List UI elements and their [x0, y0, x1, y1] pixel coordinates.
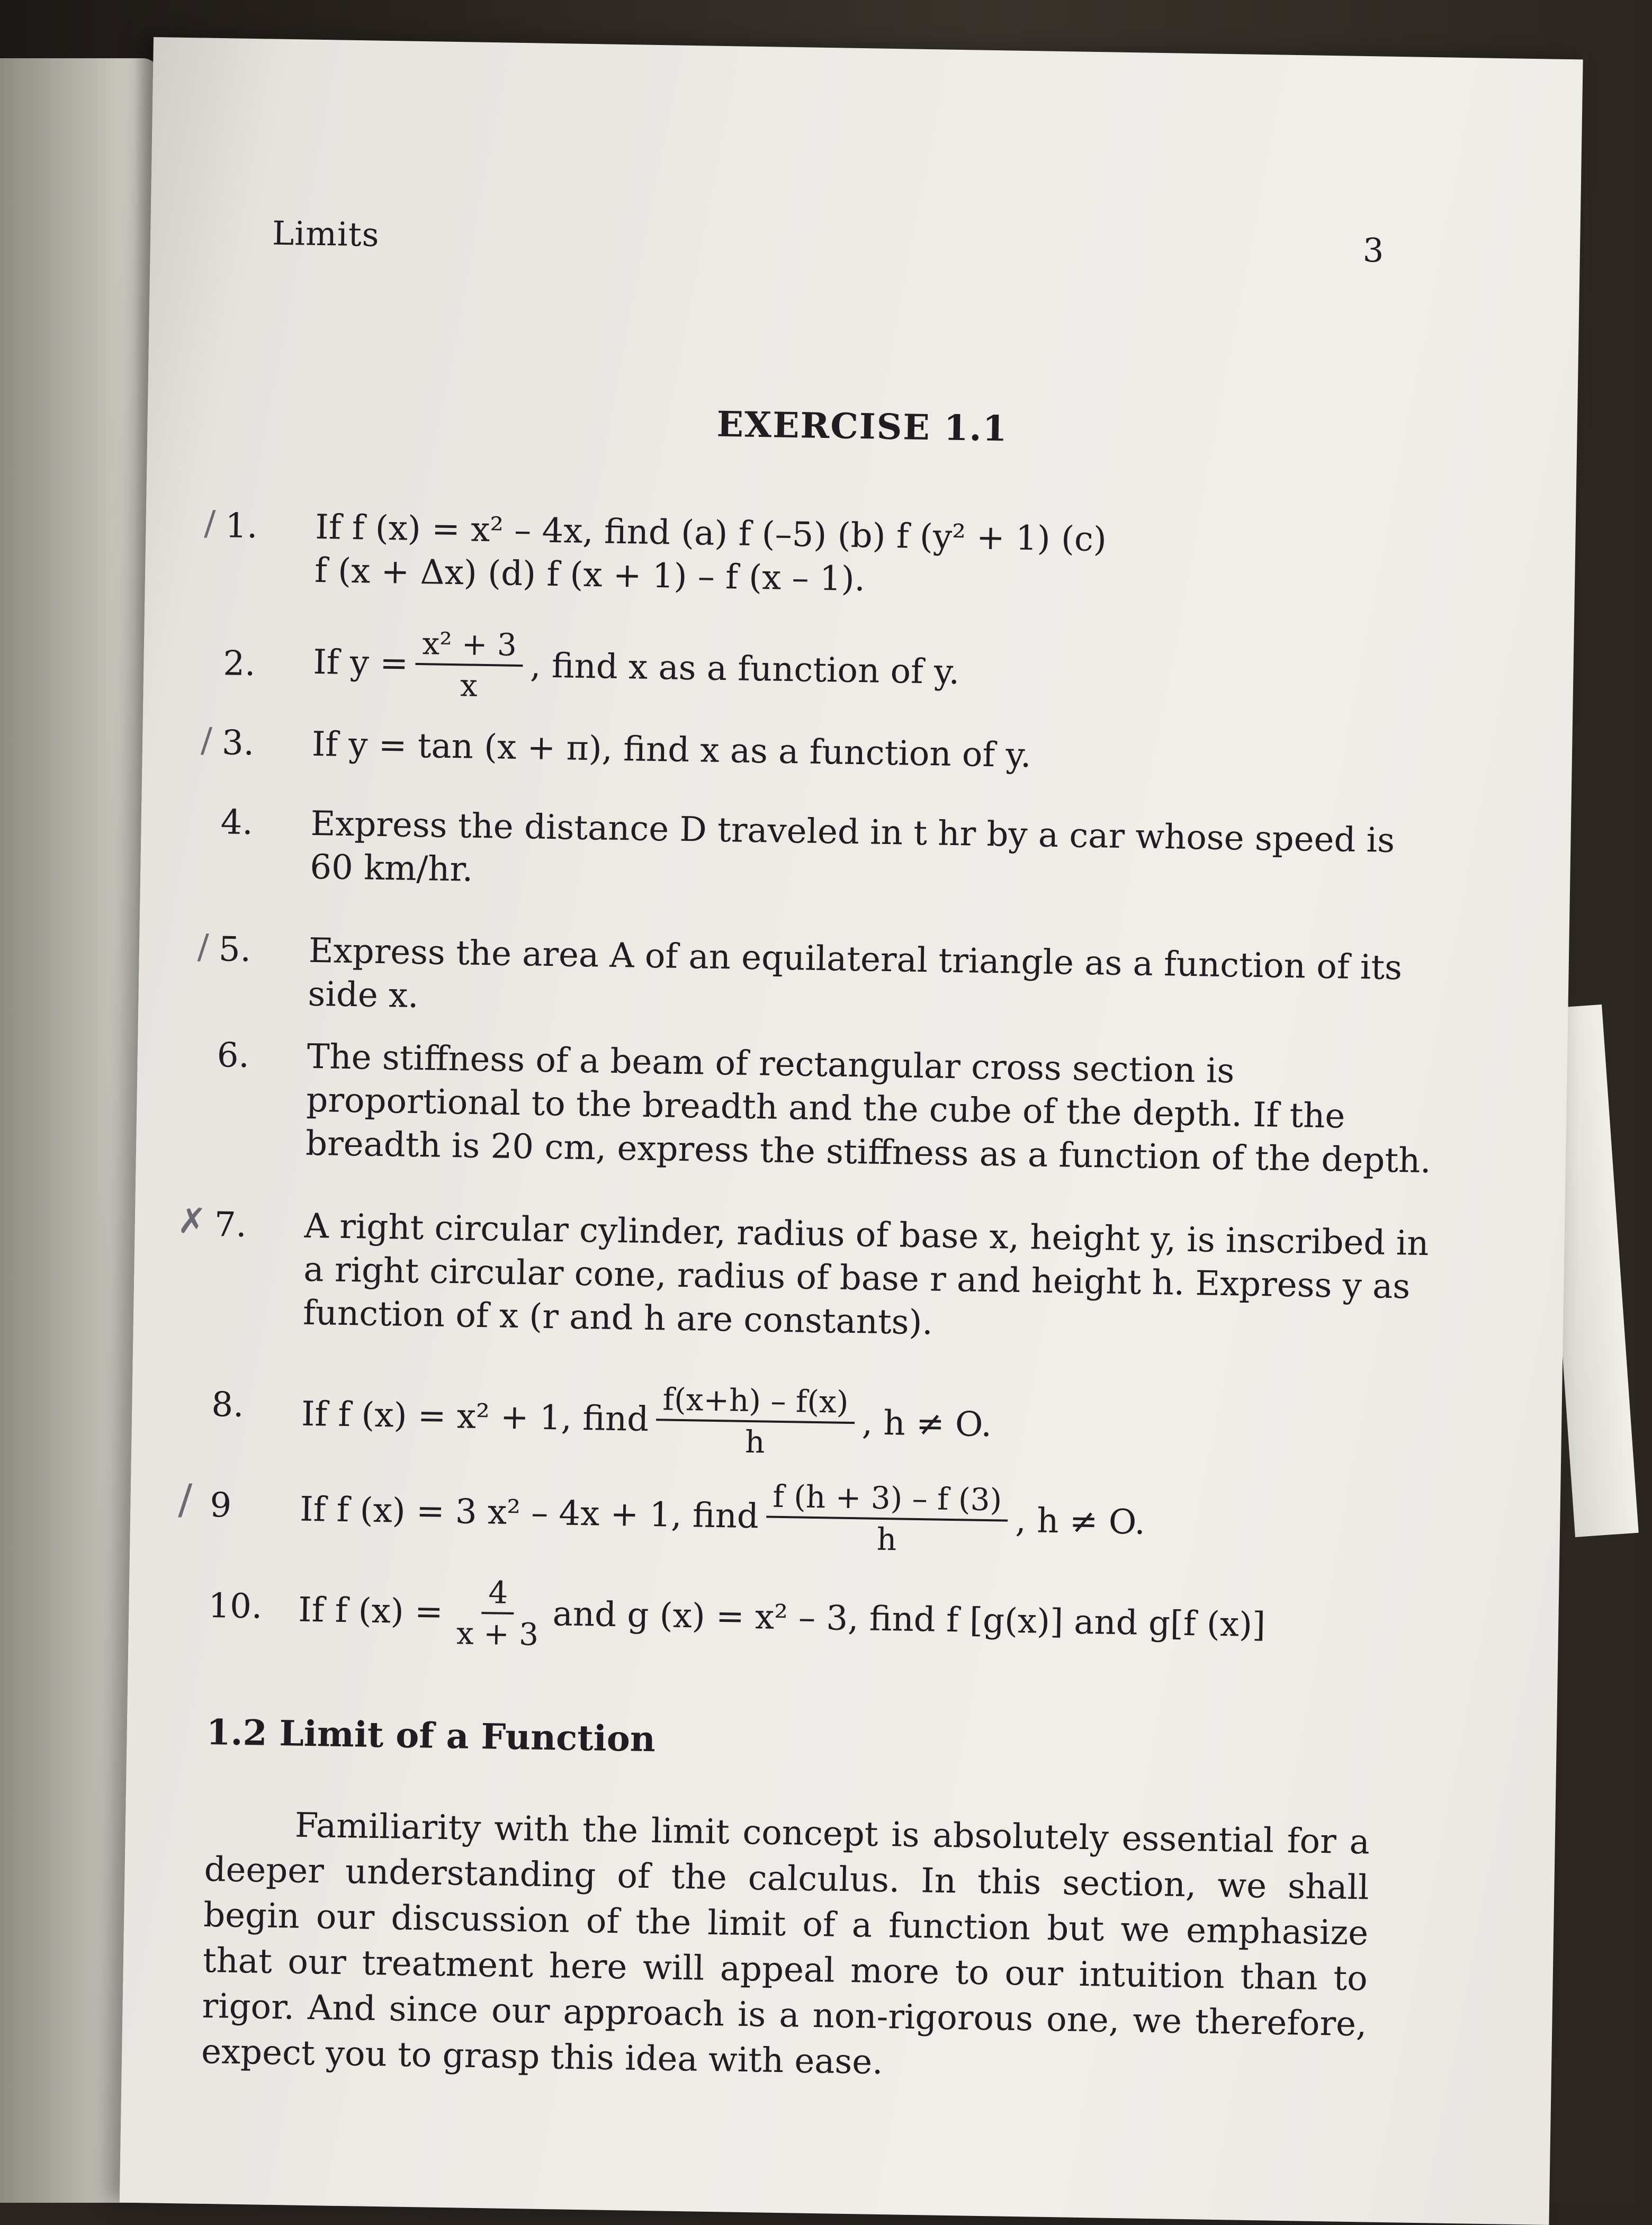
- running-title: Limits: [272, 213, 380, 254]
- problem-8: [211, 1372, 1430, 1460]
- pencil-cross-mark: ✗: [177, 1200, 207, 1242]
- fraction-denominator: x + 3: [456, 1615, 539, 1653]
- problem-number: 7.: [214, 1205, 247, 1245]
- pencil-tick-mark: /: [197, 927, 210, 967]
- problem-number: 10.: [208, 1586, 263, 1627]
- pencil-tick-mark: /: [177, 1476, 193, 1524]
- problem-2: [222, 621, 1442, 704]
- problem-number: 8.: [211, 1385, 245, 1425]
- fraction-denominator: x: [460, 667, 478, 704]
- exercise-title: EXERCISE 1.1: [716, 403, 1009, 450]
- fraction-numerator: x² + 3: [416, 624, 524, 667]
- problem-5: [197, 927, 1437, 1016]
- problem-6: [217, 1034, 1435, 1181]
- pencil-tick-mark: /: [204, 504, 216, 543]
- fraction-numerator: f(x+h) – f(x): [656, 1379, 855, 1424]
- problem-text: , h ≠ O.: [1015, 1501, 1146, 1542]
- problem-3: [200, 721, 1440, 776]
- problem-text: A right circular cylinder, radius of base x, height y, is inscribed in a right circular cone, radius of base r and height h. Express y as function of x (r and h are constants).: [302, 1206, 1429, 1343]
- problem-text: If y =: [312, 642, 409, 684]
- problem-number: 5.: [218, 930, 252, 970]
- problem-9: [177, 1468, 1429, 1558]
- fraction-numerator: f (h + 3) – f (3): [766, 1477, 1009, 1522]
- fraction: [656, 1379, 855, 1463]
- problem-text-line: If f (x) = x² – 4x, find (a) f (–5) (b) f (y² + 1) (c): [315, 507, 1107, 560]
- page-number: 3: [1362, 230, 1384, 270]
- section-heading: 1.2 Limit of a Function: [206, 1711, 656, 1760]
- problem-10: [208, 1568, 1427, 1653]
- problem-number: 4.: [220, 803, 254, 843]
- problem-text: If f (x) = 3 x² – 4x + 1, find: [299, 1490, 759, 1537]
- fraction: [415, 624, 524, 706]
- problem-number: 3.: [221, 723, 255, 764]
- problem-1: [204, 504, 1443, 599]
- problem-text: The stiffness of a beam of rectangular cross section is proportional to the breadth and the cube of the depth. If the breadth is 20 cm, express the stiffness as a function of the depth.: [305, 1037, 1432, 1181]
- book-page: [120, 37, 1583, 2225]
- problem-text: Express the area A of an equilateral triangle as a function of its side x.: [308, 931, 1403, 1016]
- problem-7: [177, 1200, 1432, 1343]
- fraction: [766, 1477, 1009, 1561]
- fraction: [450, 1572, 545, 1654]
- problem-number: 1.: [225, 506, 258, 546]
- problem-text-line: f (x + Δx) (d) f (x + 1) – f (x – 1).: [314, 551, 866, 599]
- problem-text: and g (x) = x² – 3, find f [g(x)] and g[f (x)]: [552, 1594, 1266, 1645]
- problem-number: 2.: [222, 644, 256, 684]
- fraction-numerator: 4: [482, 1573, 515, 1614]
- problem-number: 6.: [217, 1036, 250, 1076]
- fraction-denominator: h: [744, 1423, 766, 1460]
- fraction-denominator: h: [876, 1521, 897, 1558]
- problem-text: , h ≠ O.: [861, 1403, 992, 1445]
- problem-number: 9: [209, 1486, 232, 1526]
- problem-text: If y = tan (x + π), find x as a function of y.: [311, 724, 1032, 776]
- problem-text: If f (x) = x² + 1, find: [301, 1394, 649, 1440]
- problem-text: , find x as a function of y.: [529, 646, 960, 693]
- section-paragraph: Familiarity with the limit concept is absolutely essential for a deeper understanding of the calculus. In this section, we shall begin our discussion of the limit of a function but we emphasize that our treatment here will appeal more to our intuition than to rigor. And since our approach is a non-rigorous one, we therefore, expect you to grasp this idea with ease.: [201, 1806, 1370, 2083]
- pencil-tick-mark: /: [200, 721, 213, 760]
- problem-text: Express the distance D traveled in t hr by a car whose speed is 60 km/hr.: [309, 804, 1395, 890]
- problem-4: [220, 801, 1439, 890]
- problem-text: If f (x) =: [298, 1590, 444, 1632]
